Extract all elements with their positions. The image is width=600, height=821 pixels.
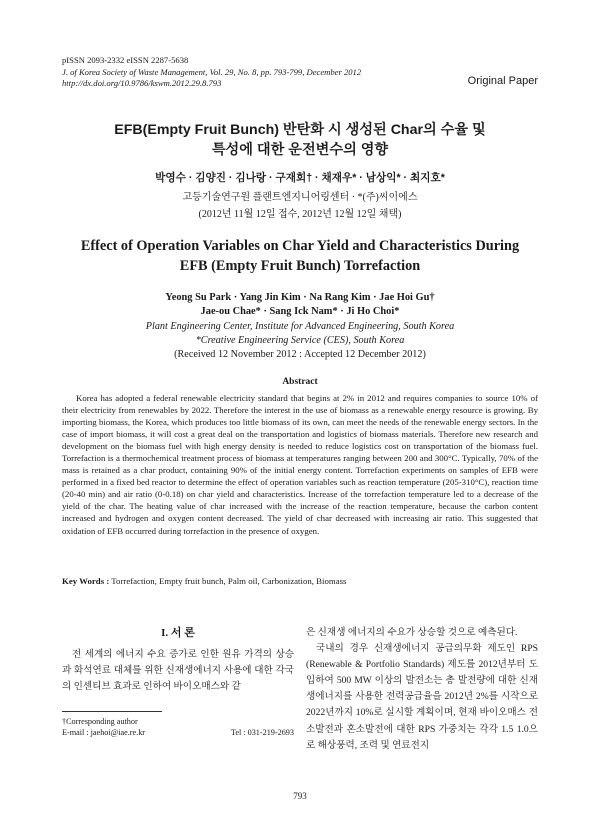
page-number: 793 xyxy=(293,791,307,801)
author-email[interactable]: E-mail : jaehoi@iae.re.kr xyxy=(62,728,146,737)
english-authors xyxy=(0,291,600,318)
english-title-line1: Effect of Operation Variables on Char Yield and Characteristics During xyxy=(80,238,520,254)
journal-citation: J. of Korea Society of Waste Management, Vol. 29, No. 8, pp. 793-799, December 2012 xyxy=(62,66,362,77)
issn-line: pISSN 2093-2332 eISSN 2287-5638 xyxy=(62,55,189,65)
intro-paragraph-right-2: 국내의 경우 신재생에너지 공급의무화 제도인 RPS (Renewable & Portfolio Standards) 제도를 2012년부터 도입하여 500 MW 이상의 발전소는 총 발전량에 대한 신재생에너지를 사용한 전력공급율을 2012년 2%를 시작으로 2022년까지 10%로 실시할 계획이며, 현재 바이오매스 전소발전과 혼소발전에 대한 RPS 가중치는 각각 1.5 1.0으로 해상풍력, 조력 및 연료전지 xyxy=(306,643,538,751)
korean-title-line2: 특성에 대한 운전변수의 영향 xyxy=(211,142,389,158)
english-affiliation xyxy=(0,320,600,347)
korean-title xyxy=(0,120,600,160)
footnote-rule xyxy=(62,711,162,712)
english-authors-line2: Jae-ou Chae* · Sang Ick Nam* · Ji Ho Choi* xyxy=(200,305,400,317)
keywords-label: Key Words : xyxy=(62,576,110,586)
english-affiliation-line2: *Creative Engineering Service (CES), South Korea xyxy=(195,334,405,346)
intro-paragraph-left: 전 세계의 에너지 수요 증가로 인한 원유 가격의 상승과 화석연료 대체를 위한 신재생에너지 사용에 대한 각국의 인센티브 효과로 인하여 바이오매스와 같 xyxy=(62,649,294,693)
contact-row xyxy=(62,727,294,738)
keywords-text: Torrefaction, Empty fruit bunch, Palm oil, Carbonization, Biomass xyxy=(111,576,347,586)
korean-affiliation: 고등기술연구원 플랜트엔지니어링센터 · *(주)씨이에스 xyxy=(182,192,418,203)
journal-meta xyxy=(62,55,361,90)
corresponding-author-note: †Corresponding author xyxy=(62,717,138,726)
english-authors-line1: Yeong Su Park · Yang Jin Kim · Na Rang Kim · Jae Hoi Gu† xyxy=(165,292,435,303)
korean-authors: 박영수 · 김양진 · 김나랑 · 구재회† · 채재우* · 남상익* · 최지호* xyxy=(155,172,445,184)
english-affiliation-line1: Plant Engineering Center, Institute for Advanced Engineering, South Korea xyxy=(145,321,455,332)
korean-dates: (2012년 11월 12일 접수, 2012년 12월 12일 채택) xyxy=(198,209,402,220)
section-heading-introduction: I. 서 론 xyxy=(161,627,195,639)
korean-title-line1: EFB(Empty Fruit Bunch) 반탄화 시 생성된 Char의 수율 및 xyxy=(114,122,486,138)
english-dates: (Received 12 November 2012 : Accepted 12 December 2012) xyxy=(174,349,426,360)
doi-link[interactable]: http://dx.doi.org/10.9786/kswm.2012.29.8.793 xyxy=(62,78,222,89)
abstract-text: Korea has adopted a federal renewable electricity standard that begins at 2% in 2012 and requires companies to source 10% of their electricity from renewables by 2022. Therefore the interest in the use of biomass as a renewable energy resource is growing. By importing biomass, the Korea, which produces too little biomass of its own, can meet the needs of the renewable energy sectors. In the case of import biomass, it will cost a great deal on the transportation and logistics of biomass materials. Therefore new research and development on the biomass fuel with high energy density is needed to reduce logistics cost on transportation of the biomass fuel. Torrefaction is a thermochemical treatment process of biomass at temperatures ranging between 200 and 300°C. Typically, 70% of the mass is retained as a char product, containing 90% of the initial energy content. Torrefaction experiments on samples of EFB were performed in a fixed bed reactor to determine the effect of operation variables such as reaction temperature (205-310°C), reaction time (20-40 min) and air ratio (0-0.18) on char yield and characteristics. Increase of the torrefaction temperature led to a decrease of the yield of the char. The heating value of char increased with the increase of the reaction temperature, because the carbon content increased and hydrogen and oxygen content decreased. The yield of char decreased with increasing air ratio. This suggested that oxidation of EFB occurred during torrefaction in the presence of oxygen. xyxy=(62,393,538,536)
intro-paragraph-right-1: 은 신재생 에너지의 수요가 상승할 것으로 예측된다. xyxy=(306,627,518,638)
left-column xyxy=(62,625,294,695)
right-column xyxy=(306,625,538,754)
paper-type-label: Original Paper xyxy=(467,75,538,87)
english-title xyxy=(0,236,600,276)
abstract-heading: Abstract xyxy=(282,377,318,387)
footnote xyxy=(62,716,294,738)
english-title-line2: EFB (Empty Fruit Bunch) Torrefaction xyxy=(179,258,421,274)
keywords xyxy=(62,576,346,586)
abstract-body xyxy=(62,392,538,537)
author-telephone: Tel : 031-219-2693 xyxy=(230,728,294,737)
